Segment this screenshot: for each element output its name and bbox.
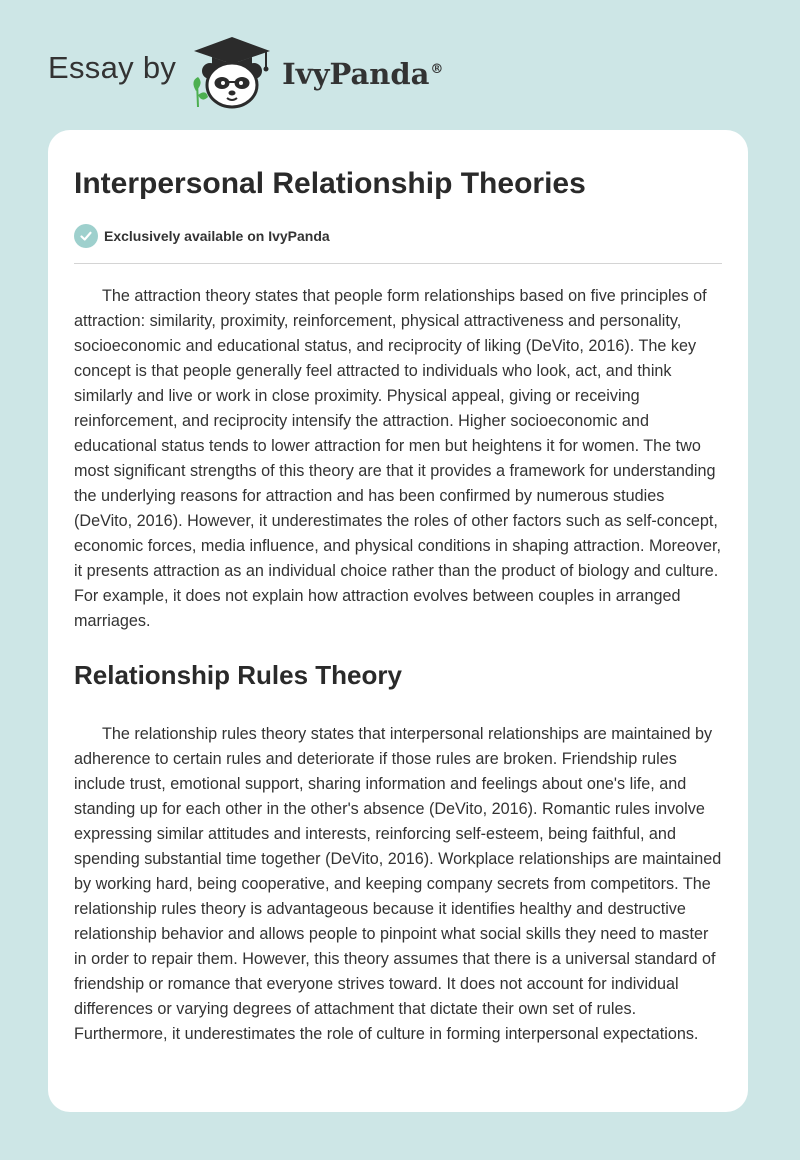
- paragraph-attraction-theory: The attraction theory states that people form relationships based on five principles of attraction: similarity, proximity, reinforcement, physical attractiveness and personality, socioeconomic and educational status, and reciprocity of liking (DeVito, 2016). The key concept is that people generally feel attracted to individuals who look, act, and think similarly and live or work in close proximity. Physical appeal, giving or receiving reinforcement, and reciprocity intensify the attraction. Higher socioeconomic and educational status tends to lower attraction for men but heightens it for women. The two most significant strengths of this theory are that it provides a framework for understanding the underlying reasons for attraction and has been confirmed by numerous studies (DeVito, 2016). However, it underestimates the roles of other factors such as self-concept, economic forces, media influence, and physical conditions in shaping attraction. Moreover, it presents attraction as an individual choice rather than the product of biology and culture. For example, it does not explain how attraction evolves between couples in arranged marriages.: [74, 287, 721, 630]
- exclusive-badge: [74, 224, 722, 248]
- exclusive-text: Exclusively available on IvyPanda: [104, 228, 330, 244]
- divider: [74, 263, 722, 264]
- brand-prefix: Essay by: [48, 50, 177, 85]
- brand-name: IvyPanda®: [282, 57, 444, 91]
- panda-graduate-icon: [186, 33, 278, 111]
- paragraph-relationship-rules: The relationship rules theory states that interpersonal relationships are maintained by adherence to certain rules and deteriorate if those rules are broken. Friendship rules include trust, emotional support, sharing information and feelings about one's life, and standing up for each other in the other's absence (DeVito, 2016). Romantic rules involve expressing similar attitudes and interests, reinforcing self-esteem, being faithful, and spending substantial time together (DeVito, 2016). Workplace relationships are maintained by working hard, being cooperative, and keeping company secrets from competitors. The relationship rules theory is advantageous because it identifies healthy and destructive relationship behavior and allows people to pinpoint what social skills they need to master in order to repair them. However, this theory assumes that there is a universal standard of friendship or romance that everyone strives toward. It does not account for individual differences or varying degrees of attachment that dictate their own set of rules. Furthermore, it underestimates the role of culture in forming interpersonal expectations.: [74, 725, 722, 1043]
- essay-title: Interpersonal Relationship Theories: [74, 167, 586, 200]
- brand-header[interactable]: [48, 32, 443, 112]
- check-icon: [74, 224, 98, 248]
- section-heading: Relationship Rules Theory: [74, 660, 402, 690]
- essay-card: [48, 130, 748, 1112]
